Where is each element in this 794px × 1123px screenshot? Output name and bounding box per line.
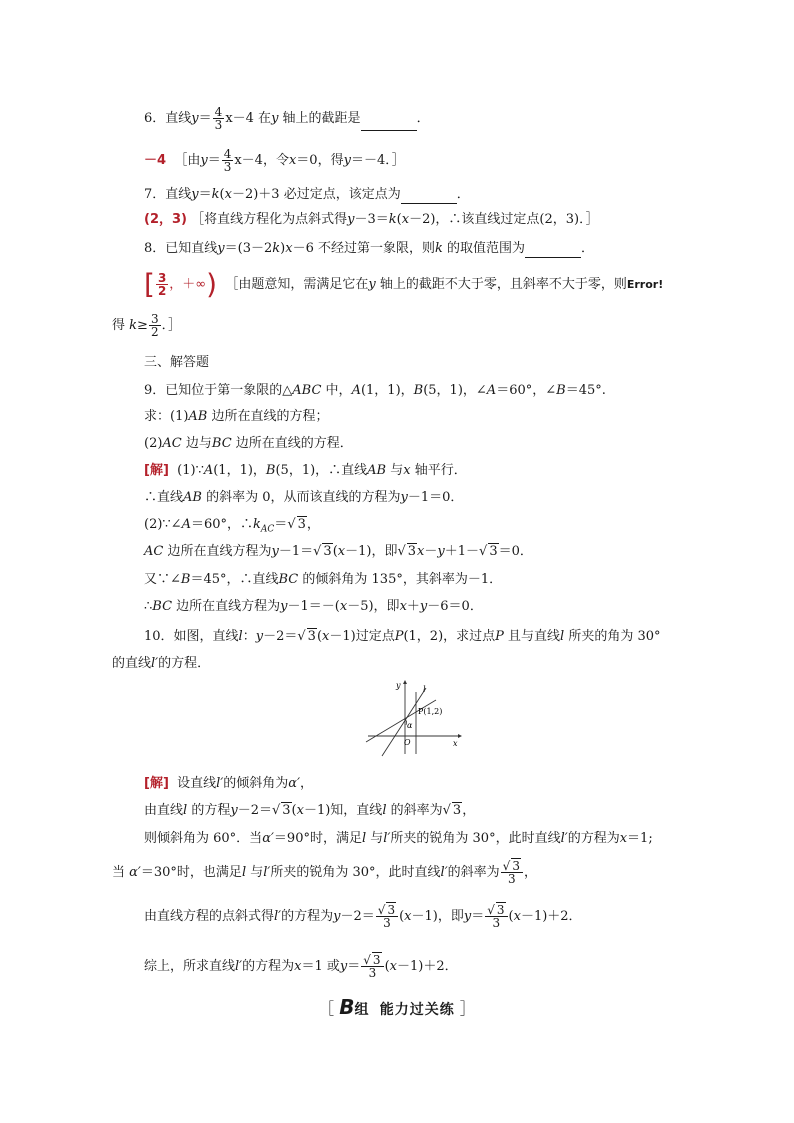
solution-10-line1: [解] 设直线l′的倾斜角为α′， bbox=[144, 776, 314, 791]
question-8: 8．已知直线y＝(3－2k)x－6 不经过第一象限，则k 的取值范围为 ． bbox=[144, 241, 595, 256]
coordinate-figure bbox=[360, 678, 470, 758]
solution-10-line4: 当 α′＝30°时，也满足l 与l′所夹的锐角为 30°，此时直线l′的斜率为 $\frac{√ 3}{3}$ ， bbox=[112, 859, 537, 886]
question-7: 7．直线y＝k(x－2)＋3 必过定点，该定点为 ． bbox=[144, 187, 470, 202]
solution-10-line5: 由直线方程的点斜式得l′的方程为y－2＝ $\frac{√ 3}{3}$ (x－1)，即y＝ $\frac{√ 3}{3}$ (x－1)＋2． bbox=[144, 903, 582, 930]
solution-10-line6: 综上，所求直线l′的方程为x＝1 或y＝ $\frac{√ 3}{3}$ (x－1)＋2． bbox=[144, 953, 458, 980]
answer-blank bbox=[525, 257, 581, 258]
solution-tag: [解] bbox=[144, 776, 169, 791]
solution-9-line4: AC 边所在直线方程为y－1＝√ 3(x－1)，即√ 3x－y＋1－√ 3＝0． bbox=[144, 544, 533, 559]
answer-6: －4 ［由y＝ $\frac{4}{3}$ x－4，令x＝0，得y＝－4．］ bbox=[144, 147, 405, 174]
answer-blank bbox=[401, 203, 457, 204]
solution-10-line3: 则倾斜角为 60°．当α′＝90°时，满足l 与l′所夹的锐角为 30°，此时直线l′的方程为x＝1; bbox=[144, 831, 653, 846]
section-b-header: ［ B组 能力过关练 ］ bbox=[318, 995, 476, 1019]
alpha-label: α bbox=[407, 721, 413, 730]
section-title: 三、解答题 bbox=[144, 355, 210, 370]
question-9-line3: (2)AC 边与BC 边所在直线的方程． bbox=[144, 436, 353, 451]
solution-9-line2: ∴直线AB 的斜率为 0，从而该直线的方程为y－1＝0． bbox=[144, 490, 464, 505]
solution-tag: [解] bbox=[144, 463, 169, 478]
solution-9-line3: (2)∵∠A＝60°，$\therefore k_{AC}=√$ 3， bbox=[144, 517, 320, 535]
error-text: Error! bbox=[626, 278, 664, 291]
fraction: $\frac{4}{3}$ bbox=[214, 105, 223, 132]
answer-7: (2，3) ［将直线方程化为点斜式得y－3＝k(x－2)，∴该直线过定点(2，3)．］ bbox=[144, 212, 599, 227]
solution-10-line2: 由直线l 的方程y－2＝√ 3(x－1)知，直线l 的斜率为√ 3， bbox=[144, 803, 476, 818]
solution-9-line6: ∴BC 边所在直线方程为y－1＝－(x－5)，即x＋y－6＝0． bbox=[144, 599, 483, 614]
group-letter: B bbox=[339, 995, 355, 1019]
question-10: 10．如图，直线l：y－2＝√ 3(x－1)过定点P(1，2)，求过点P 且与直线l 所夹的角为 30° bbox=[144, 629, 661, 644]
point-p-label: P(1,2) bbox=[418, 707, 443, 716]
question-9: 9．已知位于第一象限的△ABC 中，A(1，1)，B(5，1)，∠A＝60°，∠B＝45°. bbox=[144, 383, 606, 398]
answer-blank bbox=[361, 130, 417, 131]
origin-label: O bbox=[404, 738, 411, 747]
solution-9-line5: 又∵∠B＝45°，∴直线BC 的倾斜角为 135°，其斜率为－1． bbox=[144, 572, 503, 587]
question-10-line2: 的直线l′的方程． bbox=[112, 656, 211, 671]
solution-9-line1: [解] (1)∵A(1，1)，B(5，1)，∴直线AB 与x 轴平行． bbox=[144, 463, 467, 478]
question-9-line2: 求：(1)AB 边所在直线的方程； bbox=[144, 409, 329, 424]
question-6: 6．直线y＝ $\frac{4}{3}$ x－4 在y 轴上的截距是 ． bbox=[144, 105, 430, 132]
x-axis-label: x bbox=[453, 739, 458, 748]
y-axis-label: y bbox=[396, 681, 401, 690]
line-l-label: l bbox=[423, 685, 426, 694]
answer-8: [ $\frac{3}{2}$ ，＋∞) ［由题意知，需满足它在y 轴上的截距不大于零，且斜率不大于零，则Error! bbox=[144, 267, 664, 301]
answer-value: (2，3) bbox=[144, 212, 187, 227]
answer-value: －4 bbox=[144, 153, 167, 168]
answer-8-line2: 得 k≥ $\frac{3}{2}$ ．］ bbox=[112, 312, 182, 339]
